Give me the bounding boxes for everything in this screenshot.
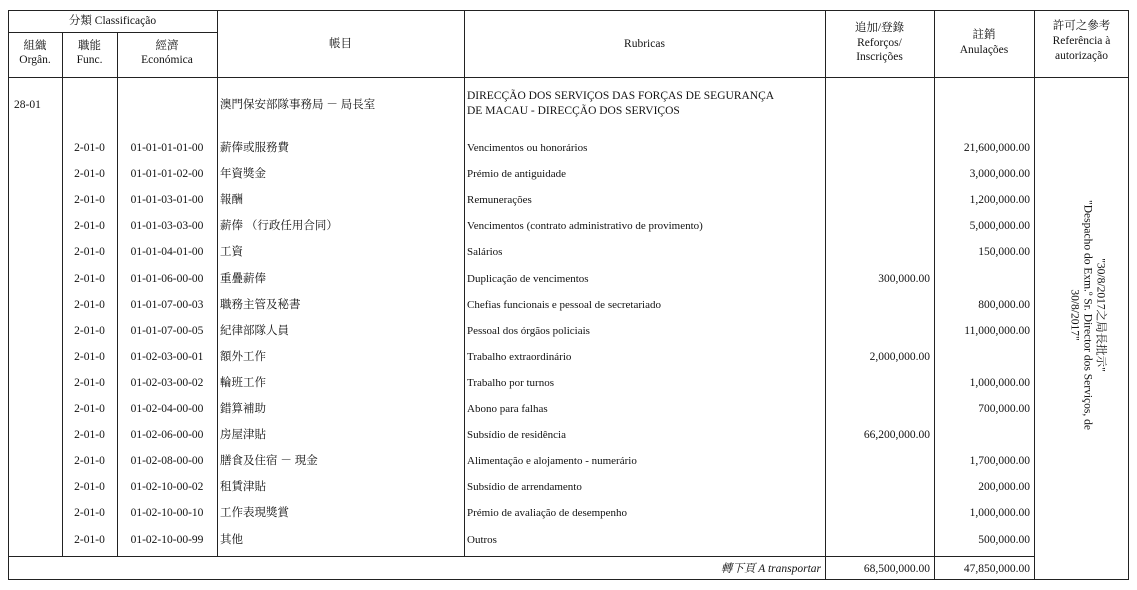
economic-code: 01-02-03-00-01 (130, 351, 204, 363)
account-name: 輪班工作 (220, 377, 266, 389)
cancel-value: 150,000.00 (978, 246, 1030, 258)
rubric-name: Remunerações (467, 194, 532, 206)
account-name: 膳食及住宿 － 現金 (220, 455, 318, 467)
economic-code: 01-02-03-00-02 (130, 377, 204, 389)
functional-code: 2-01-0 (74, 429, 105, 441)
functional-code: 2-01-0 (74, 299, 105, 311)
economic-code: 01-02-08-00-00 (130, 455, 204, 467)
rubric-name: Subsídio de residência (467, 429, 566, 441)
rubric-name: Duplicação de vencimentos (467, 273, 589, 285)
reference-header-pt2: autorização (1055, 50, 1108, 62)
reference-line-pt2: 30/8/2017" (1068, 289, 1081, 341)
economic-code: 01-01-04-01-00 (130, 246, 204, 258)
rubric-name: Vencimentos (contrato administrativo de provimento) (467, 220, 703, 232)
rubric-name: Abono para falhas (467, 403, 548, 415)
reference-header-pt1: Referência à (1052, 35, 1111, 47)
rubric-name: Trabalho por turnos (467, 377, 554, 389)
transport-label: 轉下頁 A transportar (720, 563, 821, 575)
entity-name-pt-line2: DE MACAU - DIRECÇÃO DOS SERVIÇOS (467, 105, 680, 117)
rubric-name: Trabalho extraordinário (467, 351, 572, 363)
economic-code: 01-01-06-00-00 (130, 273, 204, 285)
economic-code: 01-01-07-00-05 (130, 325, 204, 337)
functional-code: 2-01-0 (74, 481, 105, 493)
functional-header-pt: Func. (76, 54, 103, 66)
cancel-value: 21,600,000.00 (963, 142, 1030, 154)
rubric-name: Vencimentos ou honorários (467, 142, 588, 154)
economic-code: 01-01-01-01-00 (130, 142, 204, 154)
reinforce-value: 66,200,000.00 (863, 429, 930, 441)
rubric-name: Prémio de antiguidade (467, 168, 566, 180)
cancel-value: 700,000.00 (978, 403, 1030, 415)
account-name: 錯算補助 (220, 403, 266, 415)
organic-header-zh: 組織 (23, 40, 47, 52)
cancel-value: 1,000,000.00 (969, 377, 1030, 389)
cancel-value: 1,000,000.00 (969, 507, 1030, 519)
reference-header-zh: 許可之參考 (1052, 20, 1111, 32)
functional-code: 2-01-0 (74, 351, 105, 363)
economic-code: 01-02-06-00-00 (130, 429, 204, 441)
functional-code: 2-01-0 (74, 273, 105, 285)
economic-code: 01-02-10-00-02 (130, 481, 204, 493)
account-name: 工資 (220, 246, 243, 258)
functional-code: 2-01-0 (74, 194, 105, 206)
account-name: 紀律部隊人員 (220, 325, 289, 337)
reference-line-zh: "30/8/2017之局長批示" (1094, 258, 1107, 372)
economic-code: 01-02-10-00-10 (130, 507, 204, 519)
budget-table (8, 10, 1129, 580)
account-name: 職務主管及秘書 (220, 299, 301, 311)
functional-code: 2-01-0 (74, 534, 105, 546)
account-name: 重疊薪俸 (220, 273, 266, 285)
classification-header: 分類 Classificação (68, 15, 157, 27)
cancel-header-pt: Anulações (959, 44, 1009, 56)
cancel-value: 500,000.00 (978, 534, 1030, 546)
account-name: 薪俸或服務費 (220, 142, 289, 154)
rubric-name: Chefias funcionais e pessoal de secretariado (467, 299, 661, 311)
functional-code: 2-01-0 (74, 220, 105, 232)
cancel-value: 5,000,000.00 (969, 220, 1030, 232)
account-name: 租賃津貼 (220, 481, 266, 493)
account-name: 薪俸 （行政任用合同） (220, 220, 338, 232)
rubric-name: Outros (467, 534, 497, 546)
account-name: 額外工作 (220, 351, 266, 363)
organic-header-pt: Orgân. (19, 54, 51, 66)
account-name: 工作表現獎賞 (220, 507, 289, 519)
rubric-name: Pessoal dos órgãos policiais (467, 325, 590, 337)
rubric-name: Alimentação e alojamento - numerário (467, 455, 637, 467)
functional-code: 2-01-0 (74, 325, 105, 337)
functional-code: 2-01-0 (74, 455, 105, 467)
cancel-value: 1,200,000.00 (969, 194, 1030, 206)
reference-line-pt1: "Despacho do Exm.º Sr. Director dos Serviços, de (1081, 200, 1094, 430)
reinforce-value: 300,000.00 (878, 273, 930, 285)
authorization-reference (1052, 160, 1122, 470)
cancel-value: 200,000.00 (978, 481, 1030, 493)
reinforce-header-zh: 追加/登錄 (854, 22, 905, 34)
functional-code: 2-01-0 (74, 168, 105, 180)
organic-code: 28-01 (14, 99, 41, 111)
functional-code: 2-01-0 (74, 403, 105, 415)
economic-code: 01-01-03-01-00 (130, 194, 204, 206)
cancel-total: 47,850,000.00 (963, 563, 1030, 575)
reinforce-header-pt1: Reforços/ (857, 37, 902, 49)
account-name: 年資獎金 (220, 168, 266, 180)
cancel-value: 11,000,000.00 (964, 325, 1030, 337)
rubric-name: Subsídio de arrendamento (467, 481, 582, 493)
reinforce-value: 2,000,000.00 (869, 351, 930, 363)
functional-code: 2-01-0 (74, 507, 105, 519)
entity-name-zh: 澳門保安部隊事務局 － 局長室 (220, 99, 376, 111)
economic-code: 01-01-01-02-00 (130, 168, 204, 180)
account-header: 帳目 (329, 38, 352, 50)
account-name: 其他 (220, 534, 243, 546)
economic-code: 01-02-04-00-00 (130, 403, 204, 415)
economic-code: 01-02-10-00-99 (130, 534, 204, 546)
functional-code: 2-01-0 (74, 246, 105, 258)
cancel-header-zh: 註銷 (972, 29, 996, 41)
rubric-header: Rubricas (624, 38, 665, 50)
rubric-name: Salários (467, 246, 503, 258)
economic-header-pt: Económica (141, 54, 193, 66)
economic-header-zh: 經濟 (155, 40, 179, 52)
entity-name-pt-line1: DIRECÇÃO DOS SERVIÇOS DAS FORÇAS DE SEGURANÇA (467, 90, 775, 102)
account-name: 報酬 (220, 194, 243, 206)
cancel-value: 1,700,000.00 (969, 455, 1030, 467)
reinforce-total: 68,500,000.00 (863, 563, 930, 575)
economic-code: 01-01-03-03-00 (130, 220, 204, 232)
functional-code: 2-01-0 (74, 142, 105, 154)
rubric-name: Prémio de avaliação de desempenho (467, 507, 628, 519)
functional-header-zh: 職能 (78, 40, 101, 52)
account-name: 房屋津貼 (220, 429, 266, 441)
cancel-value: 3,000,000.00 (969, 168, 1030, 180)
reinforce-header-pt2: Inscrições (856, 51, 903, 63)
functional-code: 2-01-0 (74, 377, 105, 389)
cancel-value: 800,000.00 (978, 299, 1030, 311)
economic-code: 01-01-07-00-03 (130, 299, 204, 311)
